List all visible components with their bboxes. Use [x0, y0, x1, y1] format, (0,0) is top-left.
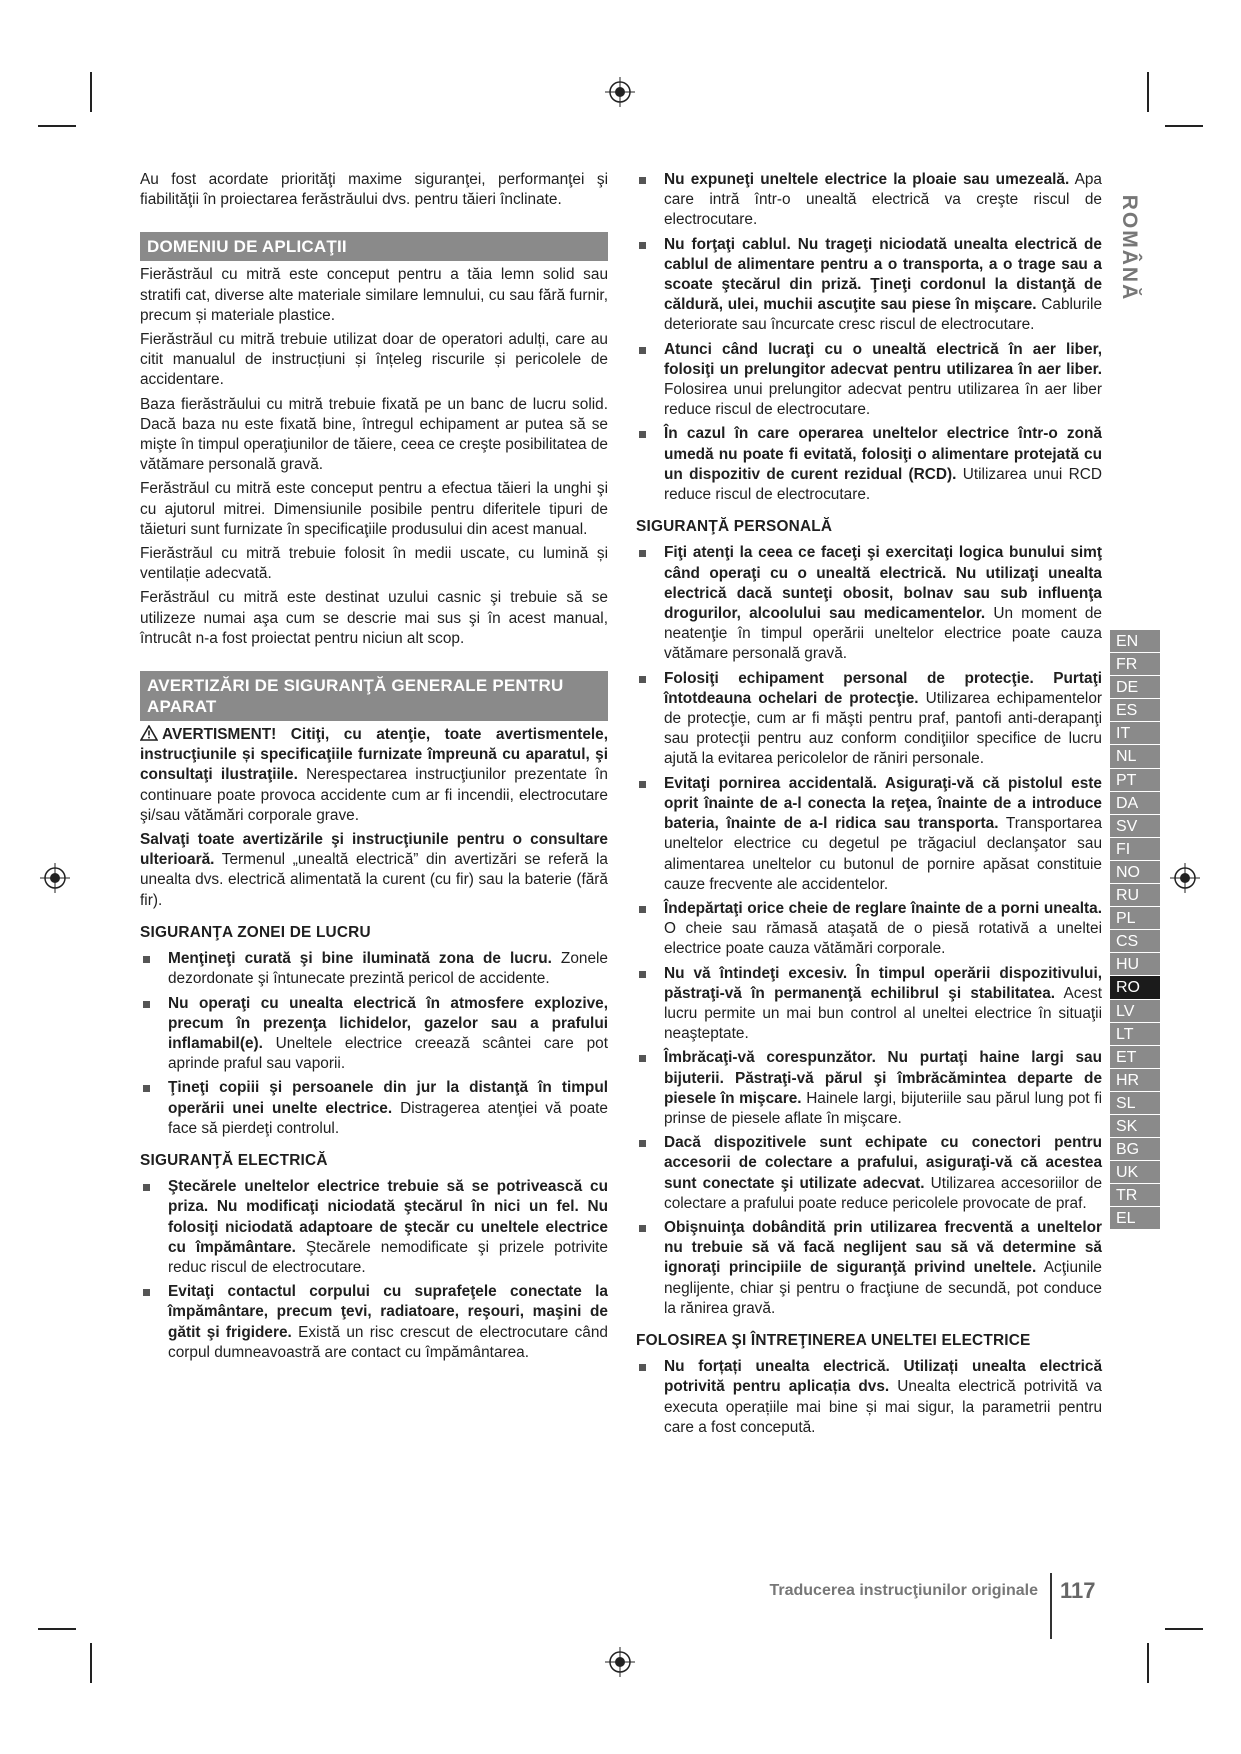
subheading-work-area: SIGURANŢA ZONEI DE LUCRU — [140, 923, 371, 941]
warning-paragraph — [140, 725, 608, 826]
list-item — [636, 170, 1102, 231]
save-bold: Salvaţi toate avertizările şi instrucţiunile pentru o consultare ulterioară. — [140, 831, 608, 869]
crop-mark — [1165, 125, 1203, 127]
item-bold: Folosiţi echipament personal de protecţie. Purtaţi întotdeauna ochelari de protecţie. — [664, 669, 1102, 707]
left-column — [140, 170, 608, 1367]
electrical-list-right — [636, 170, 1102, 505]
language-tab-pl[interactable]: PL — [1110, 907, 1160, 930]
list-item — [636, 340, 1102, 421]
language-tab-nl[interactable]: NL — [1110, 745, 1160, 768]
language-tab-es[interactable]: ES — [1110, 699, 1160, 722]
section-heading-domain: DOMENIU DE APLICAŢII — [140, 232, 608, 261]
personal-list — [636, 543, 1102, 1319]
item-text: Uneltele electrice creează scântei care pot aprinde praful sau vaporii. — [168, 1034, 608, 1073]
item-bold: Evitaţi pornirea accidentală. Asiguraţi-vă că pistolul este oprit înainte de a-l conecta la reţea, înainte de a introduce bateria, înainte de a-l ridica sau transporta. — [664, 774, 1102, 833]
language-tab-sl[interactable]: SL — [1110, 1092, 1160, 1115]
item-bold: Evitaţi contactul corpului cu suprafeţele conectate la împământare, precum ţevi, radiatoare, reşouri, maşini de gătit şi frigidere. — [168, 1283, 608, 1341]
electrical-list-left — [140, 1177, 608, 1363]
item-bold: Îmbrăcaţi-vă corespunzător. Nu purtaţi haine largi sau bijuterii. Păstraţi-vă părul şi îmbrăcămintea departe de piesele în mişcare. — [664, 1049, 1102, 1107]
item-bold: Nu forţaţi cablul. Nu trageţi niciodată unealta electrică de cablul de alimentare pentru a o transporta, a o trage sau a scoate ştecărul din priză. Ţineţi cordonul la distanţă de căldură, ulei, muchii ascuţite sau piese în mişcare. — [664, 235, 1102, 314]
item-text: Unealta electrică potrivită va executa operațiile mai bine și mai sigur, la parametrii pentru care a fost concepută. — [664, 1378, 1102, 1436]
domain-paragraph: Fierăstrăul cu mitră trebuie utilizat doar de operatori adulți, care au citit manualul de instrucțiuni și înțeleg riscurile și pericolele de accidentare. — [140, 331, 608, 389]
list-item — [636, 543, 1102, 664]
crop-mark — [1165, 1628, 1203, 1630]
subheading-personal: SIGURANŢĂ PERSONALĂ — [636, 518, 833, 536]
registration-mark-icon — [605, 1647, 635, 1677]
language-tab-ro[interactable]: RO — [1110, 976, 1160, 999]
subheading-electrical: SIGURANŢĂ ELECTRICĂ — [140, 1151, 328, 1169]
crop-mark — [1147, 72, 1149, 112]
language-tab-el[interactable]: EL — [1110, 1207, 1160, 1230]
language-side-tab — [1117, 178, 1143, 318]
item-text: Distragerea atenţiei vă poate face să pierdeţi controlul. — [168, 1099, 608, 1137]
registration-mark-icon — [605, 77, 635, 107]
item-text: Utilizarea unui RCD reduce riscul de electrocutare. — [664, 465, 1102, 504]
item-bold: Ţineţi copiii şi persoanele din jur la distanţă în timpul operării unei unelte electrice. — [168, 1079, 608, 1117]
list-item — [140, 1078, 608, 1139]
language-tab-pt[interactable]: PT — [1110, 769, 1160, 792]
item-text: O cheie sau rămasă ataşată de o piesă rotativă a uneltei electrice poate cauza vătămări corporale. — [664, 920, 1102, 958]
page-number: 117 — [1060, 1578, 1096, 1603]
language-tab-et[interactable]: ET — [1110, 1046, 1160, 1069]
language-tab-no[interactable]: NO — [1110, 861, 1160, 884]
list-item — [140, 1282, 608, 1363]
item-bold: Nu operaţi cu unealta electrică în atmosfere explozive, precum în prezenţa lichidelor, gazelor sau a prafului inflamabil(e). — [168, 994, 608, 1052]
language-tab-hu[interactable]: HU — [1110, 953, 1160, 976]
language-tab-bg[interactable]: BG — [1110, 1138, 1160, 1161]
item-text: Folosirea unui prelungitor adecvat pentru utilizarea în aer liber reduce riscul de electrocutare. — [664, 381, 1102, 419]
list-item — [140, 994, 608, 1075]
domain-paragraph: Ferăstrăul cu mitră este conceput pentru a efectua tăieri la unghi şi cu ajutorul mitrei. Dimensiunile posibile pentru diferitele tipuri de tăieturi sunt furnizate în specificaţiile produsului din acest manual. — [140, 480, 608, 538]
item-text: Transportarea uneltelor electrice cu degetul pe trăgaciul declanşator sau alimentarea uneltelor cu butonul de pornire apăsat constituie cauze frecvente ale accidentelor. — [664, 815, 1102, 893]
crop-mark — [90, 1643, 92, 1683]
item-bold: Îndepărtaţi orice cheie de reglare înainte de a porni unealta. — [664, 899, 1102, 917]
language-tab-da[interactable]: DA — [1110, 792, 1160, 815]
item-bold: Fiţi atenţi la ceea ce faceţi şi exercitaţi logica bunului simţ când operaţi cu o unealtă electrică. Nu utilizaţi unealta electrică dacă sunteţi obosit, bolnav sau sub influenţa drogurilor, alcoolului sau medicamentelor. — [664, 544, 1102, 623]
language-tab-cs[interactable]: CS — [1110, 930, 1160, 953]
language-side-label: ROMÂNĂ — [1118, 194, 1141, 302]
list-item — [636, 235, 1102, 336]
footer-divider — [1050, 1573, 1052, 1639]
item-bold: Menţineţi curată şi bine iluminată zona de lucru. — [168, 950, 552, 968]
item-bold: Obişnuinţa dobândită prin utilizarea frecventă a uneltelor nu trebuie să vă facă neglijent sau să vă determine să ignoraţi principiile de siguranţă privind uneltele. — [664, 1218, 1102, 1277]
warning-triangle-icon — [140, 725, 158, 741]
item-bold: Nu forțați unealta electrică. Utilizați unealta electrică potrivită pentru aplicația dvs. — [664, 1358, 1102, 1396]
language-tab-tr[interactable]: TR — [1110, 1184, 1160, 1207]
use-care-list — [636, 1357, 1102, 1438]
language-tab-lt[interactable]: LT — [1110, 1023, 1160, 1046]
language-tab-en[interactable]: EN — [1110, 630, 1160, 653]
warning-bold: AVERTISMENT! Citiţi, cu atenţie, toate avertismentele, instrucţiunile și specificaţiile furnizate împreună cu aparatul, şi consultaţi ilustraţiile. — [140, 726, 608, 784]
list-item — [140, 949, 608, 989]
item-text: Ştecărele nemodificate şi prizele potrivite reduc riscul de electrocutare. — [168, 1238, 608, 1276]
crop-mark — [38, 1628, 76, 1630]
item-text: Utilizarea accesoriilor de colectare a prafului poate reduce pericolele provocate de praf. — [664, 1174, 1103, 1212]
list-item — [636, 1357, 1102, 1438]
list-item — [636, 669, 1102, 770]
list-item — [636, 964, 1102, 1045]
language-tab-fr[interactable]: FR — [1110, 653, 1160, 676]
item-text: Există un risc crescut de electrocutare când corpul dumneavoastră are contact cu împământarea. — [168, 1323, 608, 1361]
item-text: Utilizarea echipamentelor de protecţie, cum ar fi măşti pentru praf, pantofi anti-derapanţi sau protecţii pentru auz conform condiţiilor specifice de lucru ajută la evitarea pericolelor de răniri personale. — [664, 689, 1103, 768]
domain-paragraph: Fierăstrăul cu mitră este conceput pentru a tăia lemn solid sau stratifi cat, diverse alte materiale similare lemnului, cu sau fără furnir, precum și materiale plastice. — [140, 266, 608, 324]
crop-mark — [38, 125, 76, 127]
crop-mark — [1147, 1643, 1149, 1683]
list-item — [636, 899, 1102, 960]
language-tab-de[interactable]: DE — [1110, 676, 1160, 699]
item-text: Acest lucru permite un mai bun control al uneltei electrice în situaţii neaşteptate. — [664, 984, 1102, 1043]
item-text: Zonele dezordonate şi întunecate prezintă pericol de accidente. — [168, 950, 608, 988]
list-item — [636, 1133, 1102, 1214]
item-text: Apa care intră într-o unealtă electrică va creşte riscul de electrocutare. — [664, 171, 1102, 229]
language-tab-fi[interactable]: FI — [1110, 838, 1160, 861]
language-tab-sv[interactable]: SV — [1110, 815, 1160, 838]
item-text: Cablurile deteriorate sau încurcate cresc riscul de electrocutare. — [664, 296, 1103, 334]
language-tab-lv[interactable]: LV — [1110, 1000, 1160, 1023]
domain-paragraph: Baza fierăstrăului cu mitră trebuie fixată pe un banc de lucru solid. Dacă baza nu este fixată bine, întregul echipament ar putea să se mişte în timpul operaţiunilor de tăiere, ceea ce creşte posibilitatea de vătămare personală gravă. — [140, 395, 608, 474]
warning-text: Nerespectarea instrucţiunilor prezentate în continuare poate provoca accidente cum ar fi incendii, electrocutare şi/sau vătămări corporale grave. — [140, 766, 608, 824]
language-tab-uk[interactable]: UK — [1110, 1161, 1160, 1184]
language-index — [1110, 630, 1160, 1230]
crop-mark — [90, 72, 92, 112]
item-text: Acţiunile neglijente, chiar şi pentru o fracţiune de secundă, pot conduce la rănirea gravă. — [664, 1259, 1102, 1317]
subheading-use-care: FOLOSIREA ŞI ÎNTREŢINEREA UNELTEI ELECTRICE — [636, 1331, 1031, 1349]
item-bold: Ştecărele uneltelor electrice trebuie să se potrivească cu priza. Nu modificaţi niciodată ştecărul în nici un fel. Nu folosiţi niciodată adaptoare de ştecăr cu uneltele electrice cu împământare. — [168, 1178, 608, 1256]
right-column — [636, 170, 1102, 1442]
item-text: Un moment de neatenţie în timpul operării uneltelor electrice poate cauza vătămare personală gravă. — [664, 605, 1102, 663]
domain-paragraph: Ferăstrăul cu mitră este destinat uzului casnic şi trebuie să se utilizeze numai aşa cum se descrie mai sus şi în acest manual, întrucât n-a fost proiectat pentru niciun alt scop. — [140, 589, 608, 647]
language-tab-hr[interactable]: HR — [1110, 1069, 1160, 1092]
item-bold: Nu vă întindeţi excesiv. În timpul operării dispozitivului, păstraţi-vă în permanenţă echilibrul şi stabilitatea. — [664, 964, 1102, 1002]
item-bold: Nu expuneţi uneltele electrice la ploaie sau umezeală. — [664, 171, 1070, 188]
intro-paragraph: Au fost acordate priorităţi maxime siguranţei, performanţei şi fiabilităţii în proiectarea ferăstrăului dvs. pentru tăieri înclinate. — [140, 171, 608, 209]
registration-mark-icon — [1170, 863, 1200, 893]
item-bold: Dacă dispozitivele sunt echipate cu conectori pentru accesorii de colectare a prafului, asiguraţi-vă că acestea sunt conectate şi utilizate adecvat. — [664, 1134, 1102, 1192]
footer-text: Traducerea instrucţiunilor originale — [769, 1582, 1038, 1599]
language-tab-it[interactable]: IT — [1110, 722, 1160, 745]
list-item — [636, 774, 1102, 895]
language-tab-sk[interactable]: SK — [1110, 1115, 1160, 1138]
list-item — [636, 424, 1102, 505]
work-area-list — [140, 949, 608, 1139]
item-text: Hainele largi, bijuteriile sau părul lung pot fi prinse de piesele aflate în mişcare. — [664, 1089, 1102, 1127]
list-item — [636, 1218, 1102, 1319]
save-paragraph — [140, 830, 608, 911]
list-item — [140, 1177, 608, 1278]
registration-mark-icon — [40, 863, 70, 893]
domain-paragraph: Fierăstrăul cu mitră trebuie folosit în medii uscate, cu lumină și ventilație adecvată. — [140, 545, 608, 583]
item-bold: În cazul în care operarea uneltelor electrice într-o zonă umedă nu poate fi evitată, folosiţi o alimentare protejată cu un dispozitiv de curent rezidual (RCD). — [664, 425, 1102, 483]
language-tab-ru[interactable]: RU — [1110, 884, 1160, 907]
item-bold: Atunci când lucraţi cu o unealtă electrică în aer liber, folosiţi un prelungitor adecvat pentru utilizarea în aer liber. — [664, 340, 1102, 378]
save-text: Termenul „unealtă electrică” din avertizări se referă la unealta dvs. electrică alimentată la curent (cu fir) sau la baterie (fără fir). — [140, 851, 608, 909]
section-heading-warnings: AVERTIZĂRI DE SIGURANŢĂ GENERALE PENTRU APARAT — [140, 671, 608, 721]
list-item — [636, 1048, 1102, 1129]
